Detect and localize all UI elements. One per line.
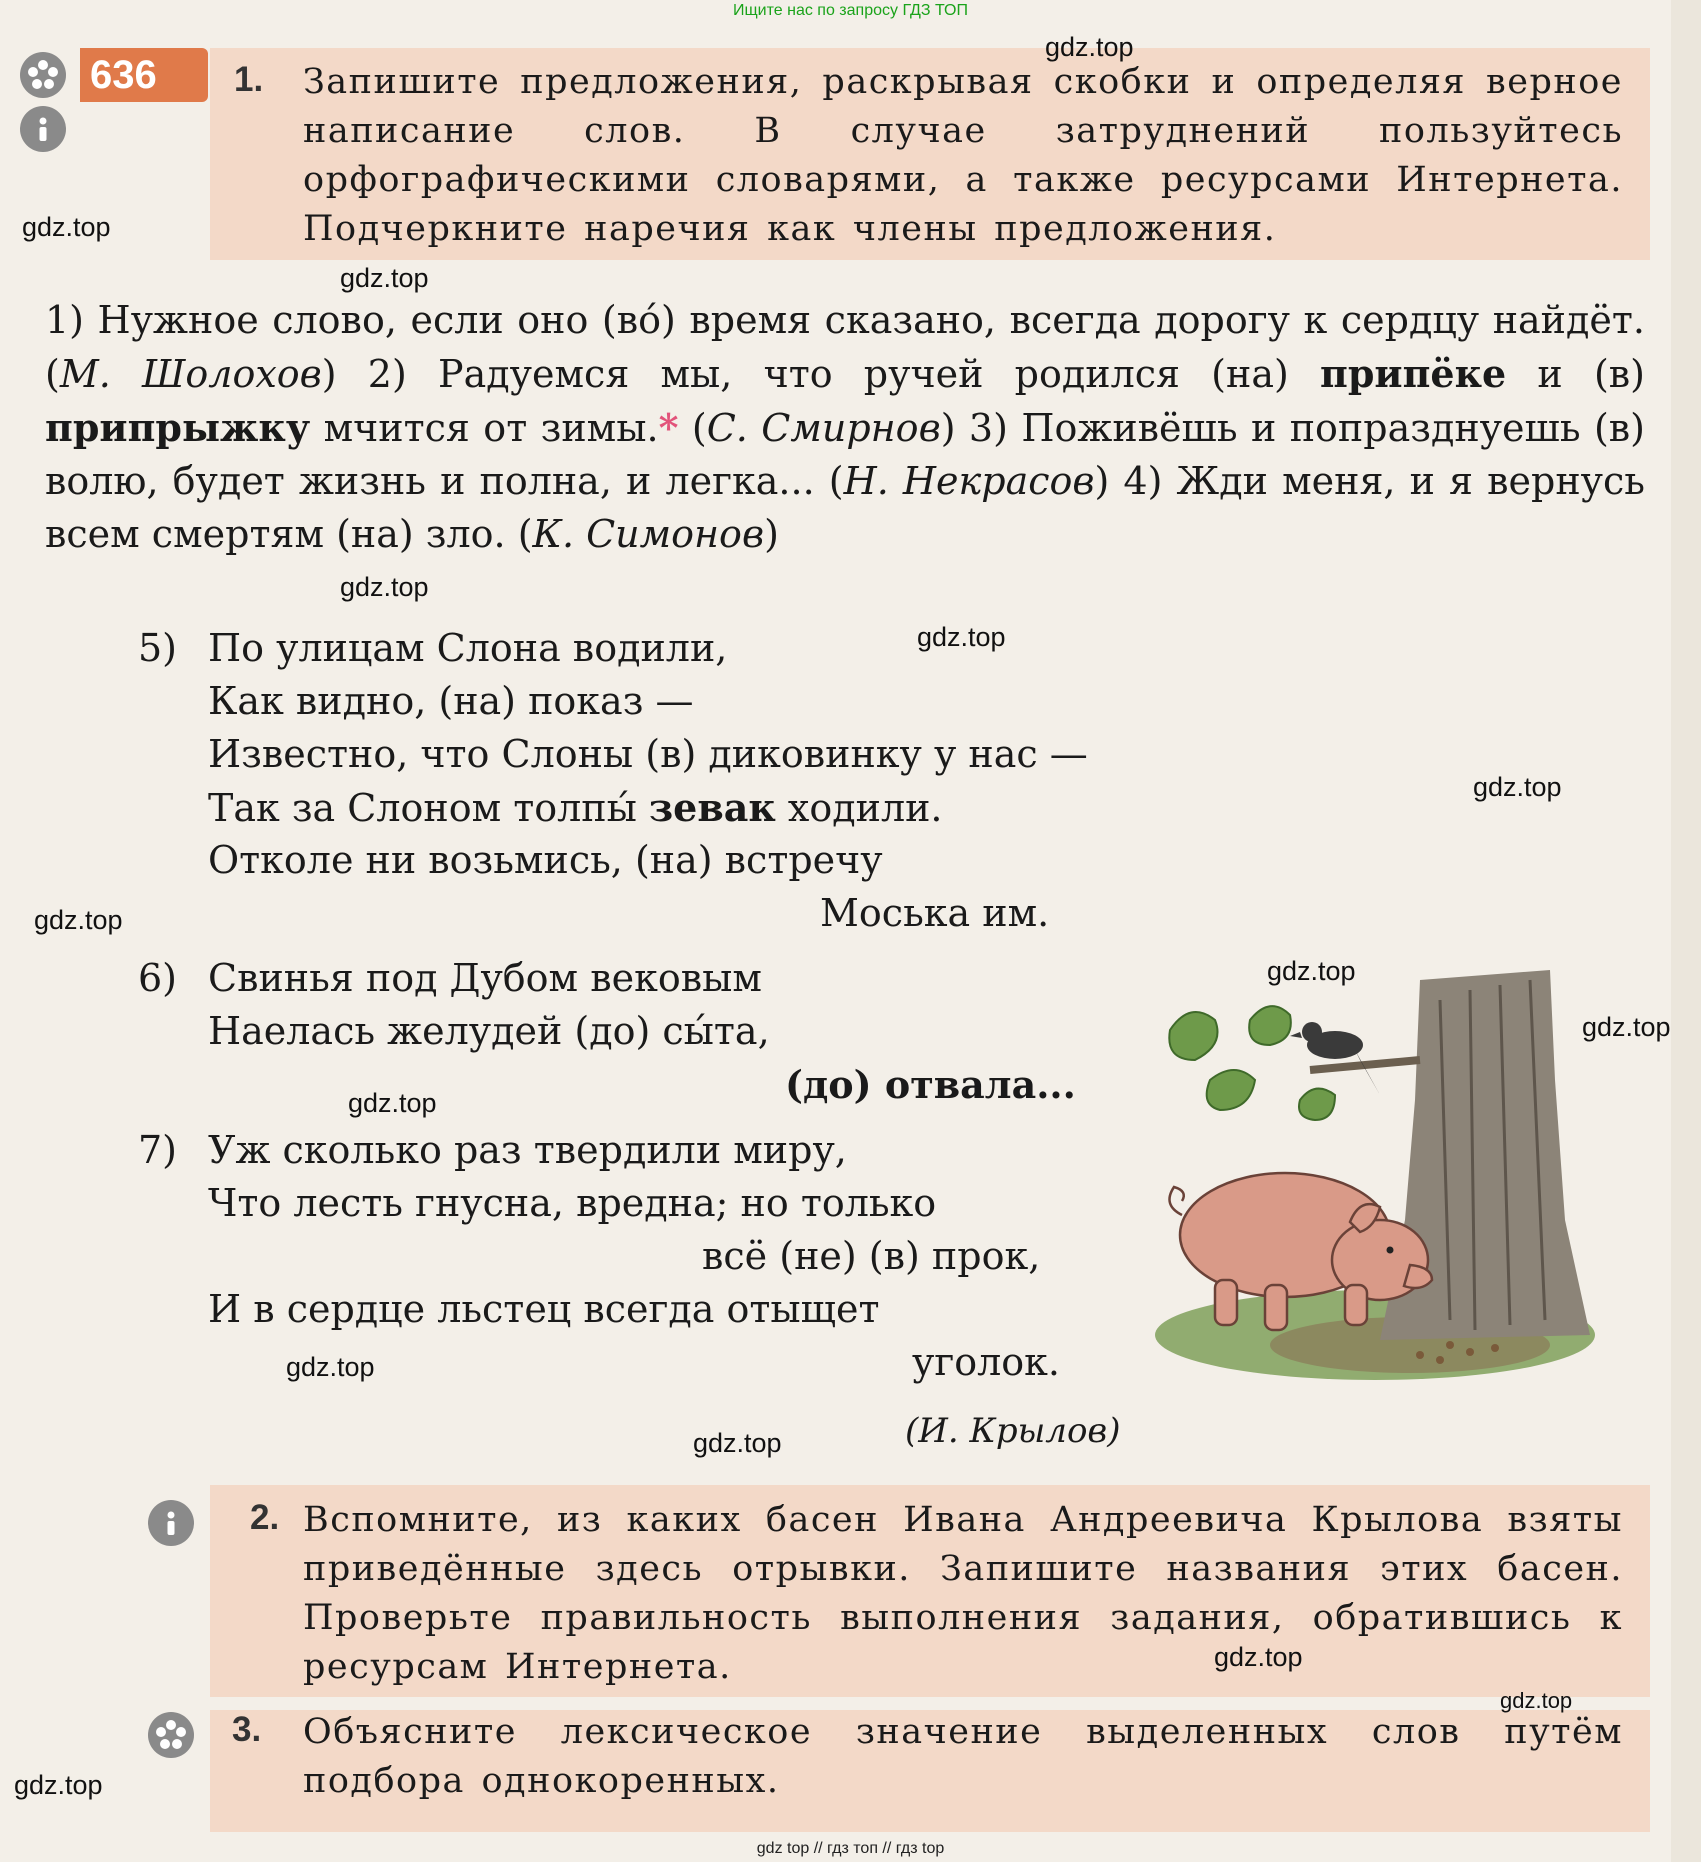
highlighted-word-zevak: зевак xyxy=(648,785,776,830)
task-3-text: Объясните лексическое значение выделенных слов путём подбора однокоренных. xyxy=(303,1712,1623,1801)
poem-7-author: (И. Крылов) xyxy=(905,1411,1121,1451)
watermark: gdz.top xyxy=(348,1088,437,1118)
watermark: gdz.top xyxy=(22,212,111,242)
poem-7-line-5: уголок. xyxy=(912,1340,1060,1384)
flower-icon xyxy=(148,1712,194,1758)
bottom-banner[interactable]: gdz top // гдз топ // гдз top xyxy=(756,1840,945,1857)
poem-5-line-4: Так за Слоном толпы́ зевак ходили. xyxy=(208,785,943,830)
watermark: gdz.top xyxy=(340,263,429,293)
page-edge xyxy=(1671,0,1701,1862)
highlighted-word-pripyoke: припёке xyxy=(1320,351,1507,396)
flower-icon xyxy=(20,52,66,98)
poem-6-number: 6) xyxy=(138,956,178,1000)
poem-5-number: 5) xyxy=(138,626,178,670)
info-icon xyxy=(20,106,66,152)
watermark: gdz.top xyxy=(340,572,429,602)
poem-5-line-1: По улицам Слона водили, xyxy=(208,626,728,670)
poem-7-line-1: Уж сколько раз твердили миру, xyxy=(208,1128,847,1172)
poem-5-line-5: Отколе ни возьмись, (на) встречу xyxy=(208,838,883,882)
watermark: gdz.top xyxy=(917,622,1006,652)
watermark: gdz.top xyxy=(286,1352,375,1382)
info-icon xyxy=(148,1500,194,1546)
watermark: gdz.top xyxy=(1500,1688,1573,1713)
poem-6-line-1: Свинья под Дубом вековым xyxy=(208,956,762,1000)
task-3-number: 3. xyxy=(232,1710,262,1749)
watermark: gdz.top xyxy=(1582,1012,1671,1042)
watermark: gdz.top xyxy=(693,1428,782,1458)
poem-6-line-2: Наелась желудей (до) сы́та, xyxy=(208,1009,770,1053)
watermark: gdz.top xyxy=(1045,32,1134,62)
poem-5-line-2: Как видно, (на) показ — xyxy=(208,679,694,723)
poem-7-line-2: Что лесть гнусна, вредна; но только xyxy=(208,1181,937,1225)
poem-5-line-3: Известно, что Слоны (в) диковинку у нас — xyxy=(208,732,1088,776)
top-banner[interactable]: Ищите нас по запросу ГДЗ ТОП xyxy=(733,2,968,19)
highlighted-word-vpripryzhku: припрыжку xyxy=(45,405,311,450)
asterisk-mark: * xyxy=(658,405,679,450)
exercise-number: 636 xyxy=(80,48,208,102)
task-1-text: Запишите предложения, раскрывая скобки и определяя верное написание слов. В случае затруднений пользуйтесь орфографическими словарями, а также ресурсами Интернета. Подчеркните наречия как члены предложения. xyxy=(303,62,1623,249)
watermark: gdz.top xyxy=(14,1770,103,1800)
watermark: gdz.top xyxy=(1214,1642,1303,1672)
watermark: gdz.top xyxy=(34,905,123,935)
poem-7-line-4: И в сердце льстец всегда отыщет xyxy=(208,1287,880,1331)
poem-6-line-3: (до) отвала... xyxy=(785,1062,1076,1107)
sentences-1-4: 1) Нужное слово, если оно (во́) время сказано, всегда дорогу к сердцу найдёт. (М. Шолохов) 2) Радуемся мы, что ручей родился (на) припёке и (в) припрыжку мчится от зимы.* (С. Смирнов) 3) Поживёшь и попразднуешь (в) волю, будет жизнь и полна, и легка... (Н. Некрасов) 4) Жди меня, и я вернусь всем смертям (на) зло. (К. Симонов) xyxy=(45,298,1646,556)
poem-7-line-3: всё (не) (в) прок, xyxy=(702,1234,1041,1278)
poem-7-number: 7) xyxy=(138,1128,178,1172)
watermark: gdz.top xyxy=(1267,956,1356,986)
task-2-text: Вспомните, из каких басен Ивана Андреевича Крылова взяты приведённые здесь отрывки. Запишите названия этих басен. Проверьте правильность выполнения задания, обратившись к ресурсам Интернета. xyxy=(303,1500,1623,1687)
task-2-number: 2. xyxy=(250,1498,280,1537)
watermark: gdz.top xyxy=(1473,772,1562,802)
pig-oak-illustration xyxy=(1150,960,1600,1380)
poem-5-line-6: Моська им. xyxy=(820,891,1050,935)
task-1-number: 1. xyxy=(234,60,264,99)
